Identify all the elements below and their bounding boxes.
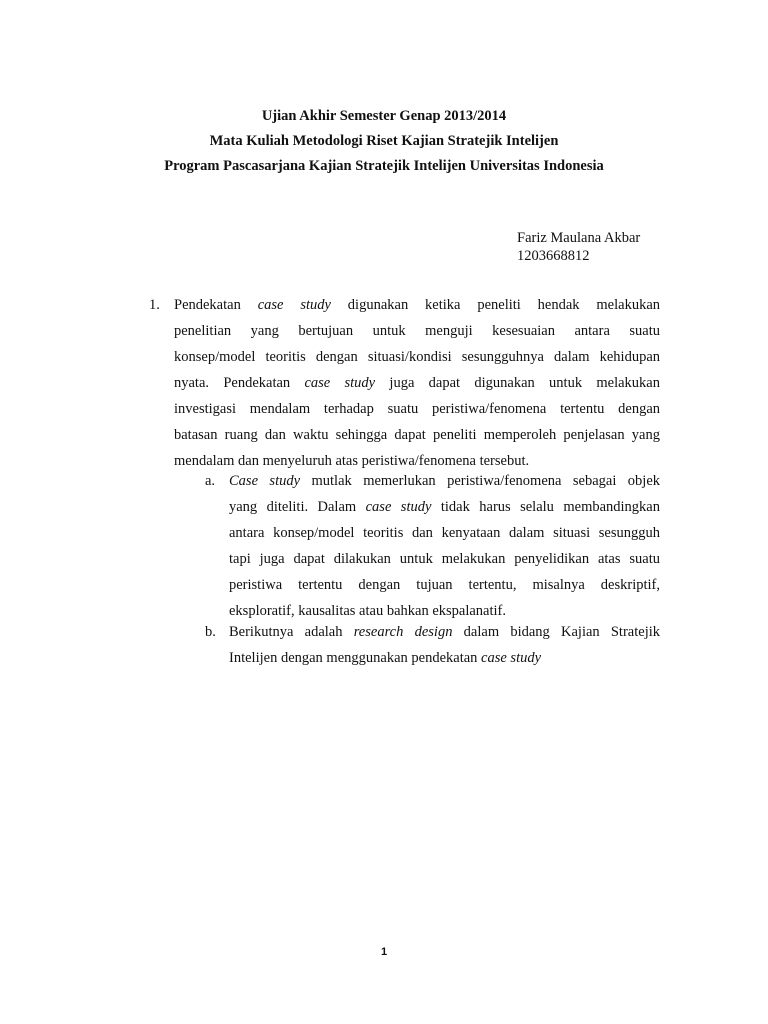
text-segment: digunakan ketika peneliti hendak melakukan (330, 297, 661, 313)
text-segment: nyata. Pendekatan (174, 375, 305, 391)
paragraph-line: penelitian yang bertujuan untuk menguji kesesuaian antara suatu (174, 323, 660, 339)
italic-term: case study (304, 375, 376, 391)
paragraph-line: mendalam dan menyeluruh atas peristiwa/fenomena tersebut. (174, 453, 530, 469)
paragraph-line: investigasi mendalam terhadap suatu peristiwa/fenomena tertentu dengan (174, 401, 660, 417)
paragraph-line: batasan ruang dan waktu sehingga dapat peneliti memperoleh penjelasan yang (174, 427, 660, 443)
paragraph-line (174, 292, 660, 318)
author-name: Fariz Maulana Akbar (517, 230, 641, 246)
paragraph-line: tapi juga dapat dilakukan untuk melakukan penyelidikan atas suatu (229, 551, 660, 567)
text-segment: Berikutnya adalah (229, 624, 354, 640)
program-title: Program Pascasarjana Kajian Stratejik Intelijen Universitas Indonesia (164, 158, 604, 174)
paragraph-line: konsep/model teoritis dengan situasi/kondisi sesungguhnya dalam kehidupan (174, 349, 660, 365)
text-segment: tidak harus selalu membandingkan (431, 499, 660, 515)
text-segment: dalam bidang Kajian Stratejik (452, 624, 660, 640)
student-id: 1203668812 (517, 248, 590, 264)
sub-item-a-label: a. (205, 473, 216, 489)
italic-term: case study (257, 297, 331, 313)
paragraph-line (229, 619, 660, 645)
paragraph-line (229, 494, 660, 520)
text-segment: yang diteliti. Dalam (229, 499, 366, 515)
italic-term: case study (365, 499, 432, 515)
document-header (0, 104, 768, 179)
italic-term: Case study (229, 473, 301, 489)
page-number: 1 (380, 946, 388, 958)
text-segment: Intelijen dengan menggunakan pendekatan (229, 650, 482, 666)
paragraph-line: eksploratif, kausalitas atau bahkan ekspalanatif. (229, 603, 507, 619)
sub-item-b-label: b. (205, 624, 216, 640)
exam-title: Ujian Akhir Semester Genap 2013/2014 (261, 108, 507, 124)
paragraph-line: peristiwa tertentu dengan tujuan tertentu, misalnya deskriptif, (229, 577, 660, 593)
question-1-paragraph (174, 292, 660, 474)
text-segment: Pendekatan (174, 297, 258, 313)
paragraph-line (229, 468, 660, 494)
paragraph-line (174, 370, 660, 396)
sub-item-b (229, 619, 660, 671)
author-block (517, 229, 640, 265)
paragraph-line (229, 645, 660, 671)
italic-term: case study (481, 650, 542, 666)
sub-item-a (229, 468, 660, 624)
course-title: Mata Kuliah Metodologi Riset Kajian Stratejik Intelijen (209, 133, 559, 149)
paragraph-line: antara konsep/model teoritis dan kenyataan dalam situasi sesungguh (229, 525, 660, 541)
question-number: 1. (149, 297, 160, 313)
italic-term: research design (353, 624, 453, 640)
text-segment: mutlak memerlukan peristiwa/fenomena sebagai objek (300, 473, 661, 489)
text-segment: juga dapat digunakan untuk melakukan (375, 375, 660, 391)
